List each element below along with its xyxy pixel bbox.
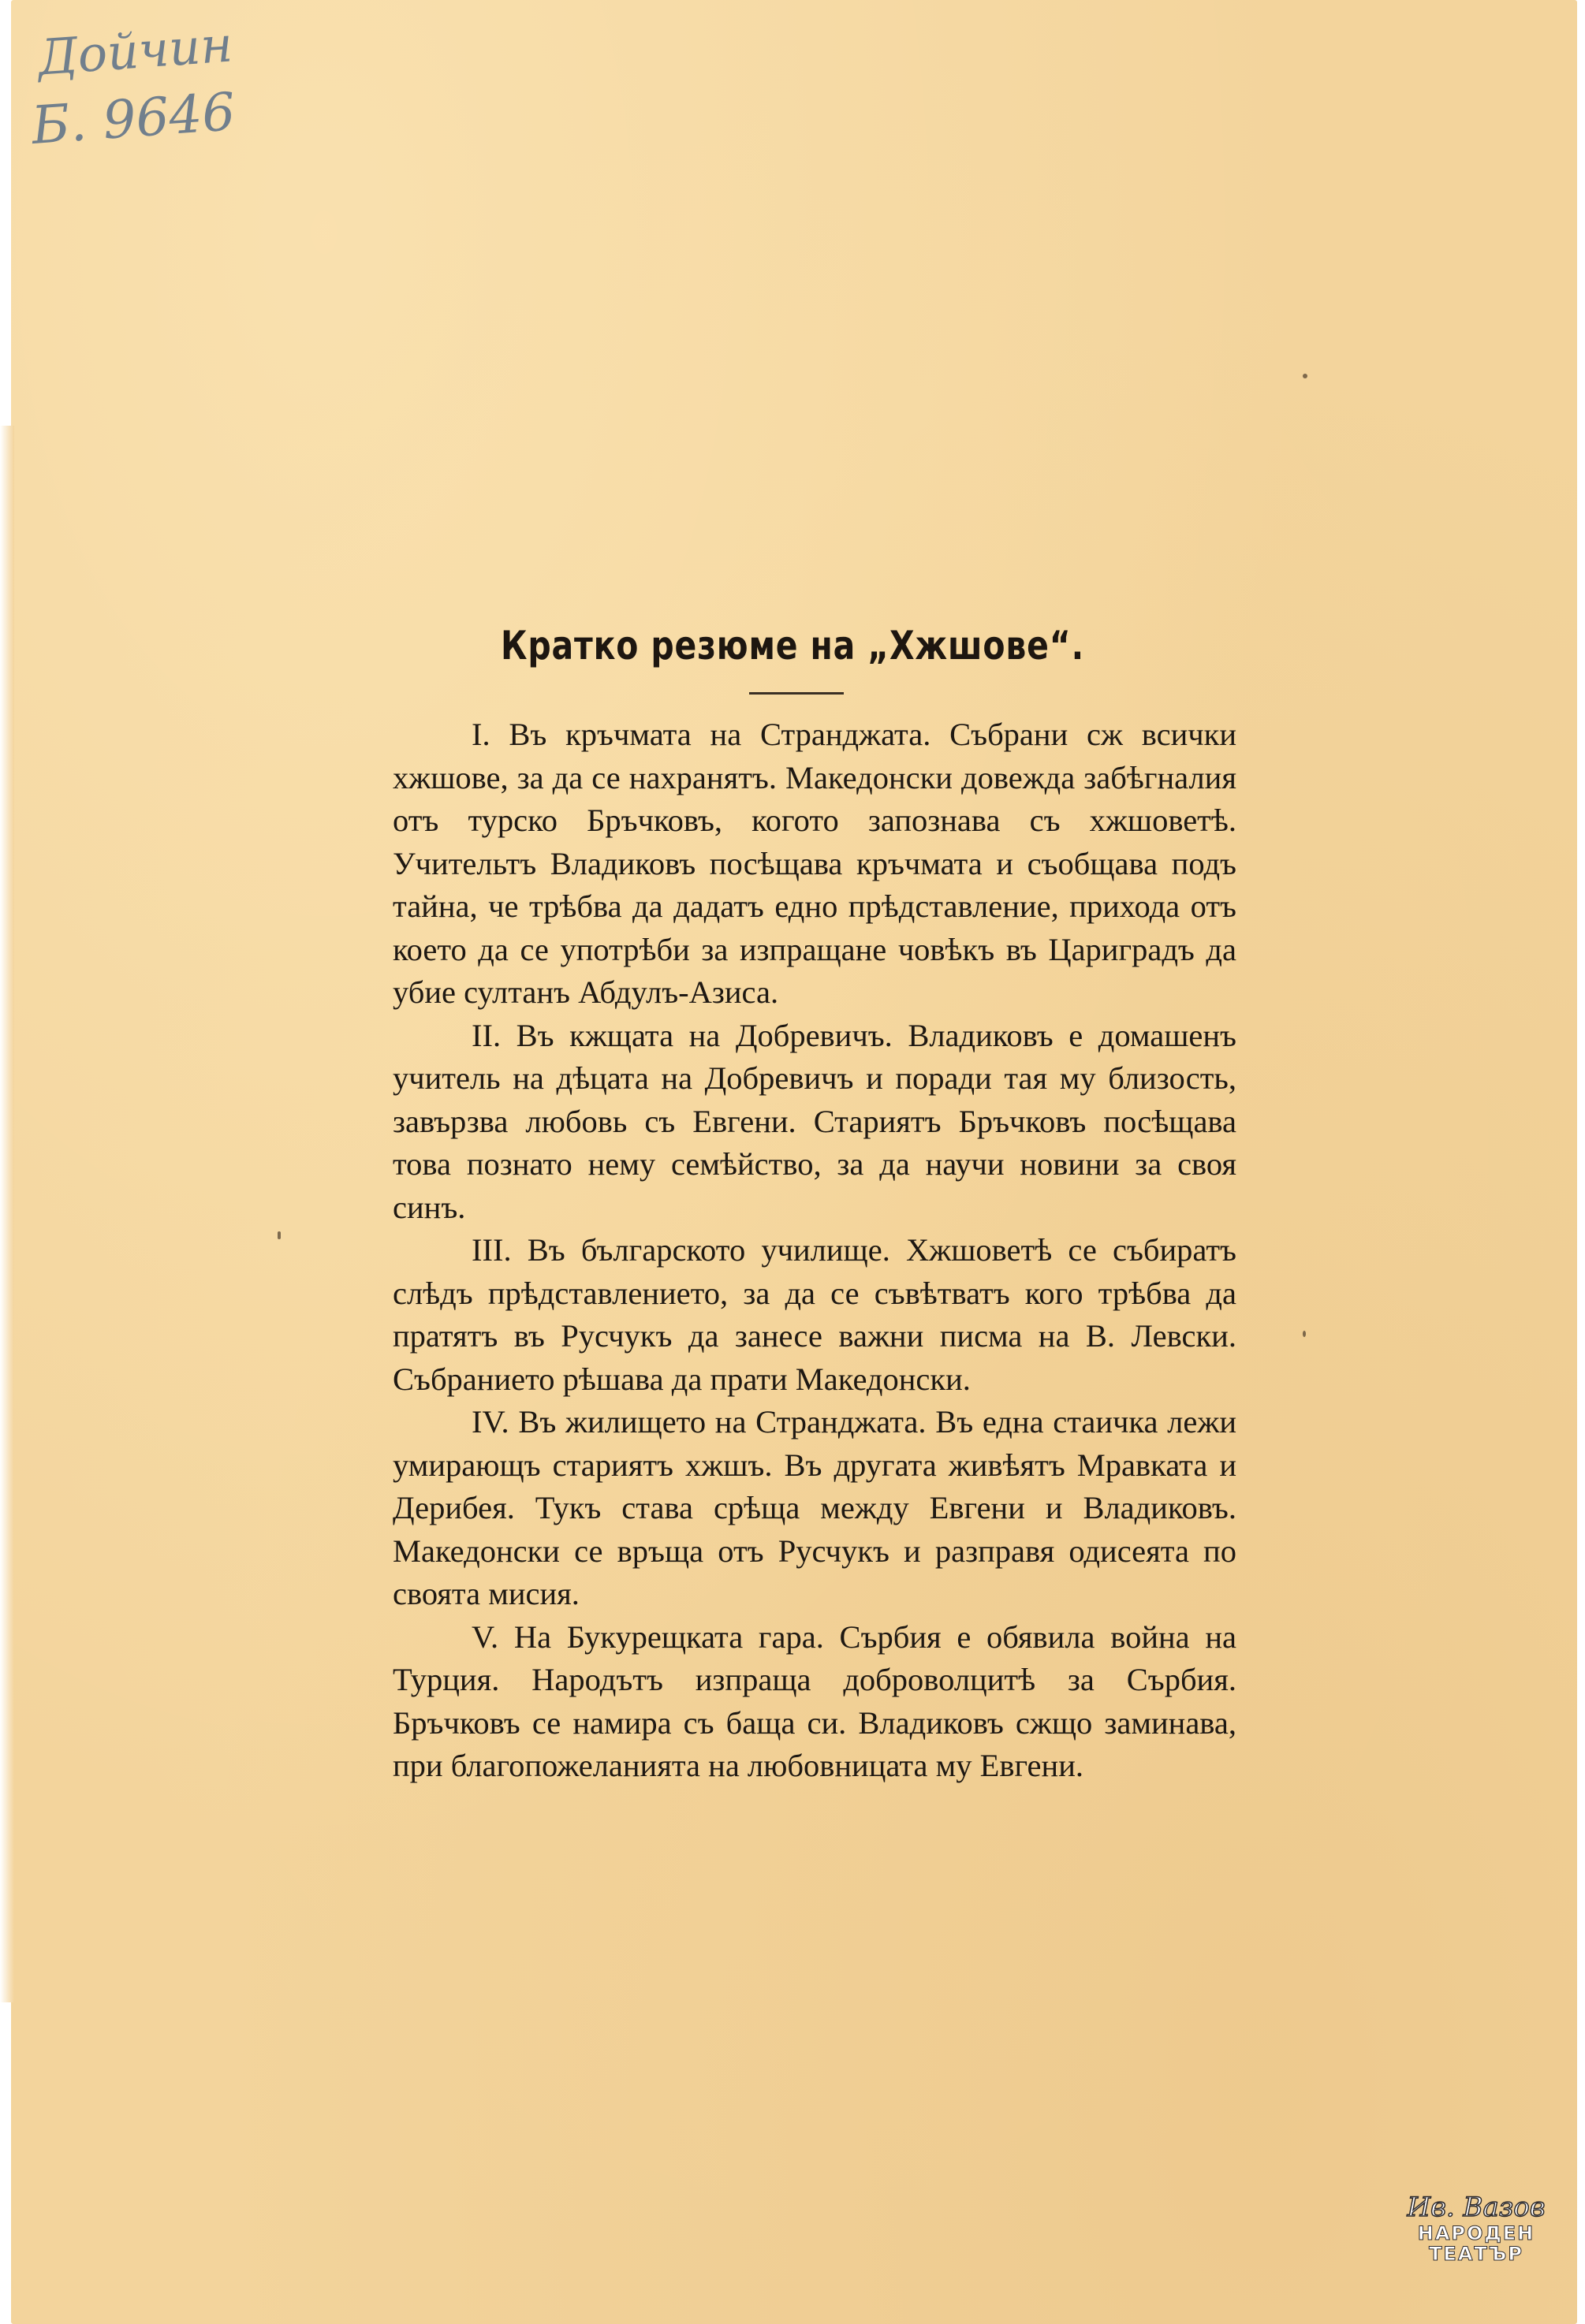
document-body <box>393 713 1236 1788</box>
act-summary-5: V. На Букурещката гара. Сърбия е обявила война на Турция. Народътъ изпраща доброволцитѣ за Сърбия. Бръчковъ се намира съ баща си. Владиковъ сжщо заминава, при благопожеланията на любовницата му Евгени. <box>393 1618 1236 1783</box>
national-theatre-logo <box>1405 2192 1547 2294</box>
paper-speck <box>278 1231 281 1239</box>
act-summary-3: III. Въ българското училище. Хжшоветѣ се събиратъ слѣдъ прѣдставлението, за да се съвѣтватъ кого трѣбва да пратятъ въ Русчукъ да занесе важни писма на В. Левски. Събранието рѣшава да прати Македонски. <box>393 1232 1236 1397</box>
act-summary-2: II. Въ кжщата на Добревичъ. Владиковъ е домашенъ учитель на дѣцата на Добревичъ и поради тая му близость, завързва любовь съ Евгени. Стариятъ Бръчковъ посѣщава това познато нему семѣйство, за да научи новини за своя синъ. <box>393 1017 1236 1225</box>
act-summary-4: IV. Въ жилището на Странджата. Въ една стаичка лежи умирающъ стариятъ хжшъ. Въ другата живѣятъ Мравката и Дерибея. Тукъ става срѣща между Евгени и Владиковъ. Македонски се връща отъ Русчукъ и разправя одисеята по своята мисия. <box>393 1404 1236 1611</box>
logo-signature: Ив. Вазов <box>1407 2192 1546 2223</box>
act-summary-1: I. Въ кръчмата на Странджата. Събрани сж всички хжшове, за да се нахранятъ. Македонски довежда забѣгналия отъ турско Бръчковъ, когото запознава съ хжшоветѣ. Учительтъ Владиковъ посѣщава кръчмата и съобщава подъ тайна, че трѣбва да дадатъ едно прѣдставление, прихода отъ което да се употрѣби за изпращане човѣкъ въ Цариградъ да убие султанъ Абдулъ-Азиса. <box>393 717 1236 1010</box>
document-title: Кратко резюме на „Хжшове“. <box>501 623 1084 669</box>
title-divider <box>749 692 844 695</box>
handwritten-note-catalog-number: Б. 9646 <box>29 81 237 156</box>
paper-speck <box>1303 1331 1306 1337</box>
torn-edge <box>0 426 14 2002</box>
logo-word-theatre: ТЕАТЪР <box>1429 2243 1523 2265</box>
logo-word-national: НАРОДЕН <box>1417 2222 1535 2244</box>
paper-speck <box>1303 374 1307 378</box>
handwritten-note-author: Дойчин <box>35 15 235 87</box>
